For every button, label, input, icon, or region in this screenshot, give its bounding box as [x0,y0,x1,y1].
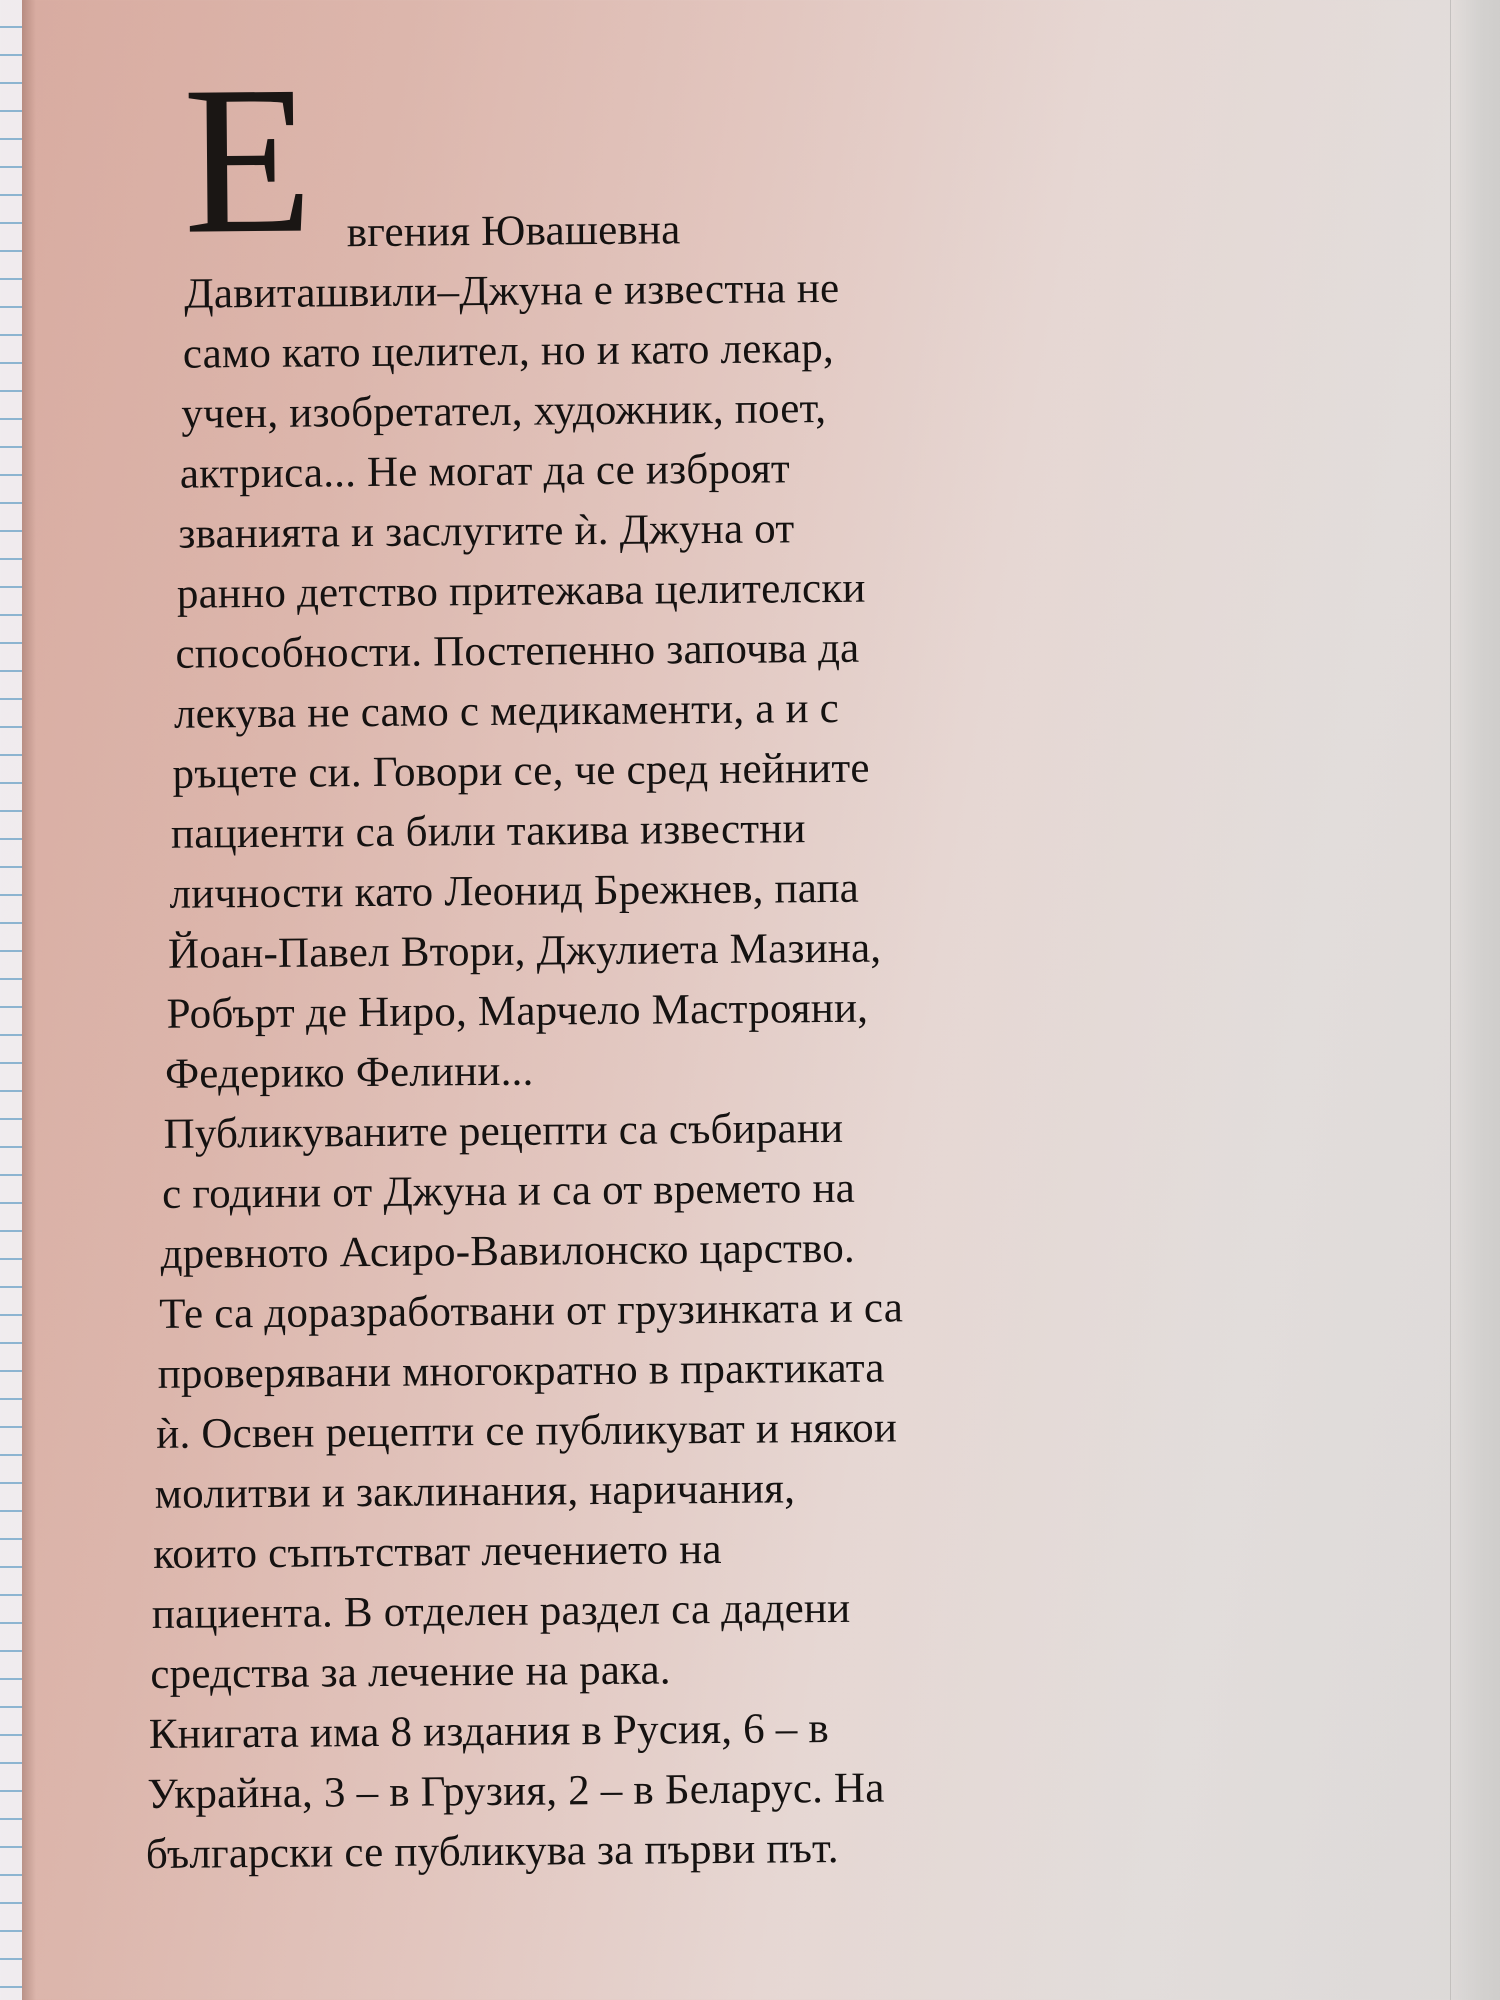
text-line: древното Асиро-Вавилонско царство. [160,1224,856,1278]
text-line: Украйна, 3 – в Грузия, 2 – в Беларус. На [147,1764,885,1819]
text-line: Те са доразработвани от грузинката и са [159,1284,904,1338]
text-line: вгения Ювашевна [346,206,681,257]
text-line: Йоан-Павел Втори, Джулиета Мазина, [167,924,882,978]
text-line: Давиташвили–Джуна е известна не [184,264,840,318]
drop-cap: Е [182,41,314,278]
text-line: с години от Джуна и са от времето на [161,1164,856,1218]
text-line: проверявани многократно в практиката [157,1344,885,1398]
back-cover-text [140,21,1157,1980]
text-line: способности. Постепенно започва да [175,624,860,678]
text-line: ръцете си. Говори се, че сред нейните [172,744,870,798]
text-line: Книгата има 8 издания в Русия, 6 – в [148,1705,830,1758]
text-line: средства за лечение на рака. [150,1646,671,1698]
text-line: пациента. В отделен раздел са дадени [151,1584,851,1638]
text-line: актриса... Не могат да се изброят [179,445,791,498]
text-line: пациенти са били такива известни [170,805,806,858]
text-line: молитви и заклинания, наричания, [154,1465,796,1518]
text-line: само като целител, но и като лекар, [182,324,835,378]
text-line: лекува не само с медикаменти, а и с [173,684,840,738]
text-line: учен, изобретател, художник, поет, [181,385,827,438]
text-line: Робърт де Ниро, Марчело Мастрояни, [166,984,869,1038]
text-line: личности като Леонид Брежнев, папа [169,864,860,918]
text-line: ранно детство притежава целителски [176,564,866,618]
text-line: български се публикува за първи път. [145,1824,839,1879]
page-shadow [22,0,36,2000]
text-line: ѝ. Освен рецепти се публикуват и някои [156,1404,898,1458]
text-line: които съпътстват лечението на [153,1525,722,1578]
text-line: Федерико Фелини... [164,1047,534,1098]
cover-edge [1450,0,1500,2000]
text-line: званията и заслугите ѝ. Джуна от [178,505,795,558]
text-line: Публикуваните рецепти са събирани [163,1104,844,1158]
notebook-edge [0,0,22,2000]
